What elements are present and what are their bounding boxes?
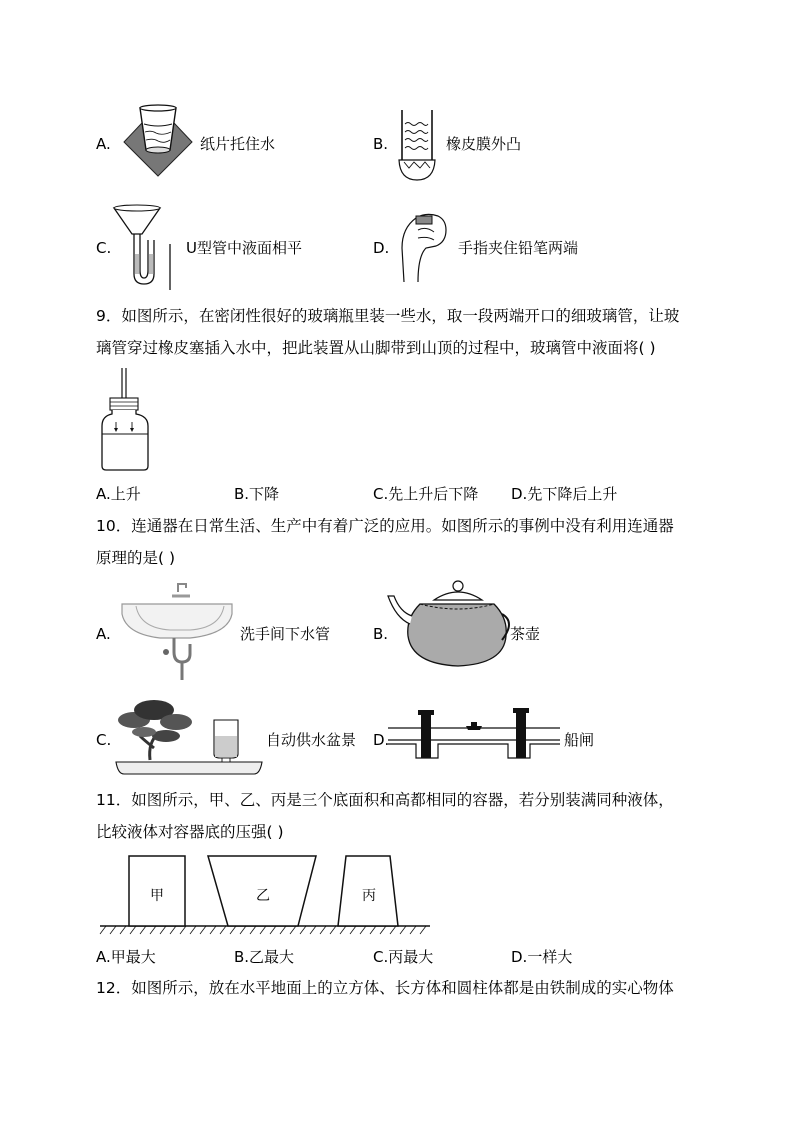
- ship-lock-icon: [388, 708, 560, 762]
- three-containers-figure: [100, 848, 700, 936]
- question-number: 12．: [96, 979, 132, 997]
- fingers-pencil-icon: [396, 208, 454, 284]
- question-text: 10．连通器在日常生活、生产中有着广泛的应用。如图所示的事例中没有利用连通器 原理的是( ): [96, 517, 674, 567]
- label-jia: 甲: [150, 888, 164, 904]
- rubber-membrane-bulge-icon: [396, 108, 438, 184]
- choice-c[interactable]: C.丙最大: [373, 948, 434, 966]
- option-text: 纸片托住水: [200, 135, 276, 153]
- choice-c[interactable]: C.先上升后下降: [373, 485, 479, 503]
- question-number: 9．: [96, 307, 122, 325]
- choice-d[interactable]: D.一样大: [511, 948, 573, 966]
- option-letter: C.: [96, 731, 112, 749]
- option-text: 手指夹住铅笔两端: [458, 239, 579, 257]
- option-letter: A.: [96, 135, 111, 153]
- choice-a[interactable]: A.上升: [96, 485, 141, 503]
- option-text: U型管中液面相平: [186, 239, 302, 257]
- option-text: 船闸: [564, 731, 595, 749]
- option-letter: B.: [373, 625, 389, 643]
- bonsai-water-feeder-icon: [114, 696, 264, 776]
- option-letter: D.: [373, 731, 390, 749]
- option-letter: A.: [96, 625, 111, 643]
- choice-d[interactable]: D.先下降后上升: [511, 485, 618, 503]
- option-letter: D.: [373, 239, 390, 257]
- question-text: 11．如图所示，甲、乙、丙是三个底面积和高都相同的容器，若分别装满同种液体， 比较液体对容器底的压强( ): [96, 791, 674, 841]
- paper-holds-water-icon: [118, 100, 198, 180]
- option-text: 橡皮膜外凸: [446, 135, 522, 153]
- choice-b[interactable]: B.下降: [234, 485, 280, 503]
- question-number: 10．: [96, 517, 132, 535]
- option-text: 自动供水盆景: [266, 731, 357, 749]
- u-tube-icon: [112, 204, 182, 292]
- choice-a[interactable]: A.甲最大: [96, 948, 156, 966]
- option-letter: B.: [373, 135, 389, 153]
- option-text: 茶壶: [510, 625, 541, 643]
- sealed-bottle-tube-icon: [100, 368, 152, 472]
- label-bing: 丙: [362, 888, 376, 904]
- option-letter: C.: [96, 239, 112, 257]
- question-text: 12．如图所示，放在水平地面上的立方体、长方体和圆柱体都是由铁制成的实心物体: [96, 979, 674, 997]
- sink-drain-icon: [120, 582, 236, 682]
- option-text: 洗手间下水管: [240, 625, 331, 643]
- question-text: 9．如图所示，在密闭性很好的玻璃瓶里装一些水，取一段两端开口的细玻璃管，让玻 璃管穿过橡皮塞插入水中，把此装置从山脚带到山顶的过程中，玻璃管中液面将( ): [96, 307, 680, 357]
- choice-b[interactable]: B.乙最大: [234, 948, 295, 966]
- question-number: 11．: [96, 791, 132, 809]
- label-yi: 乙: [256, 888, 270, 904]
- teapot-icon: [386, 578, 510, 670]
